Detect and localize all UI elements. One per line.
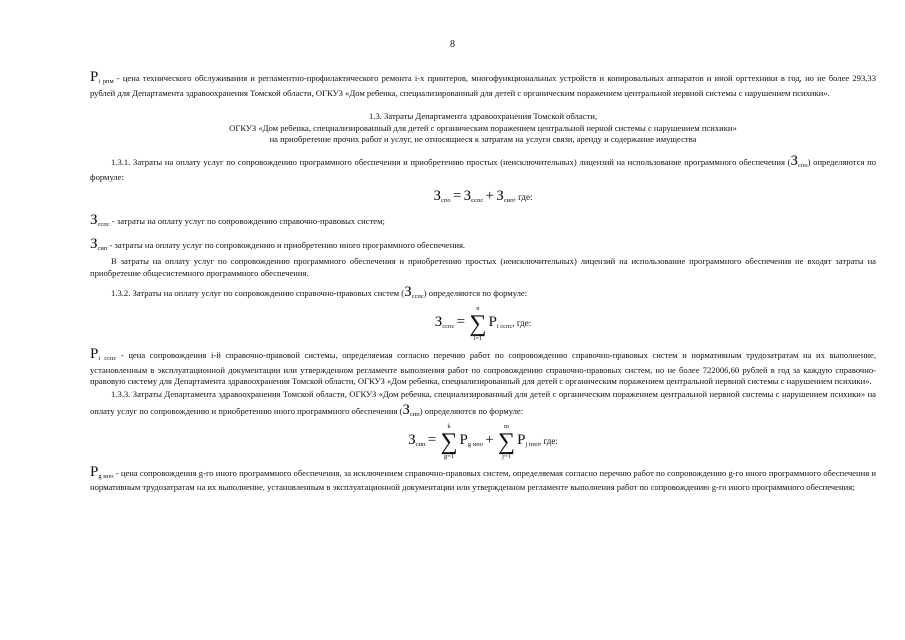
s132-symbol: З bbox=[404, 284, 412, 301]
s133-formula bbox=[90, 423, 876, 461]
section-heading bbox=[90, 111, 876, 146]
heading-line-2: ОГКУЗ «Дом ребенка, специализированный для детей с органическим поражением центральной нерной системы с нарушением психики» bbox=[229, 122, 737, 133]
sum-lower-limit: g=1 bbox=[443, 452, 455, 460]
p-rpm-subscript: i рпм bbox=[98, 78, 114, 85]
formula-term: P bbox=[488, 314, 497, 330]
def-symbol: З bbox=[90, 211, 98, 228]
def-text: - цена сопровождения g-го иного программного обеспечения, за исключением справочно-правовых систем, определяемая согласно перечню работ по сопровождению g-го иного программного обеспечения и нормативным трудозатратам на их выполнение, установленным в эксплуатационной документации или утвержденном регламенте выполнения работ по сопровождению g-го иного программного обеспечения; bbox=[90, 467, 876, 493]
s133-paragraph bbox=[90, 389, 876, 420]
heading-line-1: 1.3. Затраты Департамента здравоохранения Томской области, bbox=[369, 111, 597, 122]
s132-formula bbox=[90, 305, 876, 343]
def-sub: сспс bbox=[97, 220, 110, 228]
formula-sub: сспс bbox=[471, 197, 484, 205]
def-text: - цена сопровождения i-й справочно-правовой системы, определяемая согласно перечню работ по сопровождению справочно-правовых систем и нормативным трудозатратам на их выполнение, установленным в эксплуатационной документации или утвержденном регламенте выполнения работ по сопровождению справочно-правовых систем, но не более 722006,60 рублей в год за каждую справочно-правовую систему для Департамента здравоохранения Томской области, ОГКУЗ «Дом ребенка, специализированный для детей с органическим поражением центральной нервной системы с нарушением психики». bbox=[90, 349, 876, 387]
sigma-sign: ∑ bbox=[469, 310, 487, 337]
sum-upper-limit: k bbox=[447, 422, 451, 430]
s133-text-before: 1.3.3. Затраты Департамента здравоохранения Томской области, ОГКУЗ «Дом ребенка, специализированный для детей с органическим поражением центральной нервной системы с нарушением психики» на оплату услуг по сопровождению и приобретению иного программного обеспечения ( bbox=[90, 389, 876, 416]
def-symbol: З bbox=[90, 235, 98, 252]
sum-lower-limit: i=1 bbox=[473, 334, 483, 342]
s132-def bbox=[90, 345, 876, 387]
def-symbol: P bbox=[90, 345, 99, 362]
formula-tail: , где: bbox=[539, 435, 558, 446]
s133-symbol: З bbox=[402, 401, 410, 418]
s131-note: В затраты на оплату услуг по сопровождению программного обеспечения и приобретению простых (неисключительных) лицензий на использование программного обеспечения не входят затраты на приобретение общесистемного программного обеспечения. bbox=[90, 256, 876, 278]
sum-operator bbox=[498, 423, 515, 461]
def-sub: g ипо bbox=[98, 472, 114, 480]
formula-sub: g ипо bbox=[467, 440, 483, 448]
formula-term: З bbox=[496, 188, 504, 205]
s132-text-before: 1.3.2. Затраты на оплату услуг по сопровождению справочно-правовых систем ( bbox=[111, 288, 405, 299]
formula-term: З bbox=[433, 188, 442, 205]
s131-paragraph bbox=[90, 152, 876, 183]
formula-sub: сип bbox=[503, 197, 514, 205]
sum-lower-limit: j=1 bbox=[502, 452, 511, 460]
def-sub: i сспс bbox=[98, 354, 117, 362]
formula-plus: + bbox=[485, 188, 495, 205]
formula-term: P bbox=[517, 431, 526, 448]
s131-formula bbox=[90, 187, 876, 207]
heading-line-3: на приобретение прочих работ и услуг, не относящиеся к затратам на услуги связи, аренду и содержание имущества bbox=[269, 134, 697, 145]
def-text: - затраты на оплату услуг по сопровождению справочно-правовых систем; bbox=[109, 215, 385, 226]
def-text: - затраты на оплату услуг по сопровождению и приобретению иного программного обеспечения. bbox=[107, 239, 466, 250]
sum-upper-limit: m bbox=[503, 422, 510, 430]
s132-symbol-sub: сспс bbox=[411, 293, 424, 301]
formula-eq: = bbox=[456, 314, 466, 330]
formula-term: З bbox=[434, 314, 443, 330]
s131-def-sspc bbox=[90, 211, 876, 231]
formula-term: З bbox=[463, 188, 472, 205]
p-rpm-symbol: P bbox=[90, 69, 99, 85]
formula-sub: сип bbox=[415, 440, 426, 448]
s132-text-after: ) определяются по формуле: bbox=[423, 288, 528, 299]
page-number: 8 bbox=[450, 39, 455, 50]
s131-symbol-sub: спо bbox=[798, 161, 808, 169]
s132-paragraph bbox=[90, 283, 876, 303]
s131-text-after: ) определяются по формуле: bbox=[90, 156, 876, 182]
s133-text-after: ) определяются по формуле: bbox=[419, 405, 524, 416]
document-body bbox=[90, 68, 876, 494]
p-rpm-text: - цена технического обслуживания и регламентно-профилактического ремонта i-х принтеров, многофункциональных устройств и копировальных аппаратов и иной оргтехники в год, но не более 293,33 рублей для Департамента здравоохранения Томской области, ОГКУЗ «Дом ребенка, специализированный для детей с органическим поражением центральной нервной системы с нарушением психики». bbox=[90, 73, 876, 98]
p-rpm-definition bbox=[90, 68, 876, 99]
s131-def-sip bbox=[90, 235, 876, 255]
formula-plus: + bbox=[485, 431, 494, 448]
formula-sub: j пнл bbox=[525, 440, 540, 448]
formula-sub: i сспс bbox=[496, 323, 513, 330]
sigma-sign: ∑ bbox=[497, 428, 516, 455]
formula-term: З bbox=[408, 431, 416, 448]
formula-tail: , где: bbox=[512, 318, 532, 328]
formula-eq: = bbox=[427, 431, 437, 448]
formula-tail: , где: bbox=[513, 192, 533, 203]
formula-sub: спо bbox=[441, 197, 451, 205]
sum-operator bbox=[440, 423, 457, 461]
def-sub: сип bbox=[97, 244, 108, 252]
formula-eq: = bbox=[452, 188, 462, 205]
s133-symbol-sub: сип bbox=[409, 410, 420, 418]
def-symbol: P bbox=[90, 463, 99, 480]
formula-term: P bbox=[459, 431, 468, 448]
formula-sub: сспс bbox=[442, 323, 455, 330]
sum-upper-limit: n bbox=[476, 304, 480, 312]
sigma-sign: ∑ bbox=[440, 428, 458, 455]
s131-text-before: 1.3.1. Затраты на оплату услуг по сопровождению программного обеспечения и приобретению простых (неисключительных) лицензий на использование программного обеспечения ( bbox=[111, 156, 791, 167]
s131-symbol: З bbox=[790, 152, 798, 169]
s133-def bbox=[90, 463, 876, 494]
sum-operator bbox=[469, 305, 486, 343]
